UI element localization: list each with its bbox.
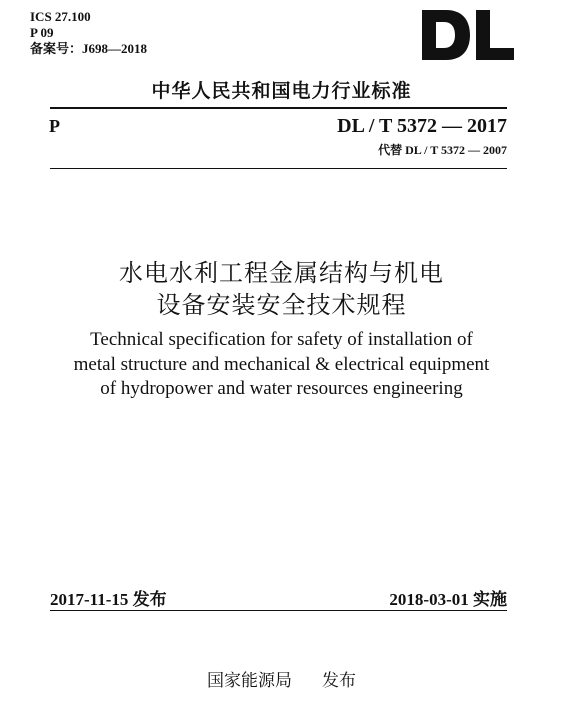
record-number: 备案号：J698—2018 <box>30 41 148 56</box>
title-en-line-3: of hydropower and water resources engineering <box>100 378 463 399</box>
publisher-line <box>0 666 563 691</box>
ics-code: ICS 27.100 <box>30 9 91 24</box>
title-cn-line-2: 设备安装安全技术规程 <box>156 291 407 319</box>
title-en-line-1: Technical specification for safety of installation of <box>90 329 473 350</box>
publisher-name: 国家能源局 <box>207 671 292 691</box>
title-cn-line-1: 水电水利工程金属结构与机电 <box>119 259 444 287</box>
replaces-note: 代替 DL / T 5372 — 2007 <box>378 143 507 157</box>
standard-class-title: 中华人民共和国电力行业标准 <box>151 80 412 102</box>
standard-number: DL / T 5372 — 2017 <box>337 115 507 137</box>
title-en-line-2: metal structure and mechanical & electrical equipment <box>73 354 490 375</box>
top-divider <box>50 107 507 109</box>
dl-logo <box>420 8 516 62</box>
issue-date: 2017-11-15 发布 <box>50 590 167 609</box>
effective-date: 2018-03-01 实施 <box>389 590 507 609</box>
header-divider <box>50 168 507 169</box>
category-letter: P <box>49 116 60 136</box>
publisher-action: 发布 <box>322 671 356 691</box>
ccs-code: P 09 <box>30 25 54 40</box>
footer-divider <box>50 610 507 611</box>
